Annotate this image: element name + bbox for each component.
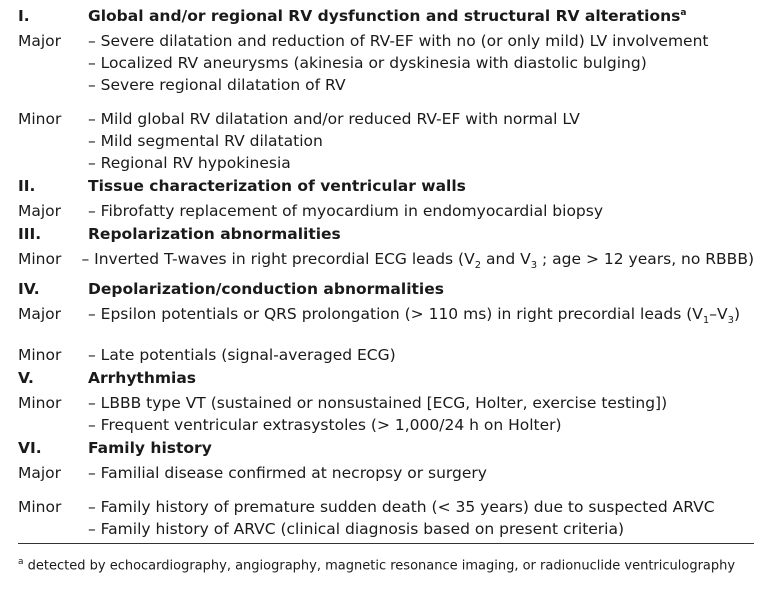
criterion-item: – Localized RV aneurysms (akinesia or dyskinesia with diastolic bulging) xyxy=(88,54,647,72)
group-spacer xyxy=(18,484,754,494)
criterion-level: Major xyxy=(18,202,62,220)
section-header xyxy=(18,277,754,301)
criterion-level: Minor xyxy=(18,110,62,128)
section-number: III. xyxy=(18,225,42,243)
section-number: VI. xyxy=(18,439,42,458)
criteria-group xyxy=(18,303,754,332)
criterion-item: – LBBB type VT (sustained or nonsustained [ECG, Holter, exercise testing]) xyxy=(88,394,668,413)
criterion-text: and V xyxy=(481,250,531,268)
criterion-text: – Inverted T-waves in right precordial ECG leads (V xyxy=(81,250,475,268)
section-number: IV. xyxy=(18,280,40,299)
section-title-text: Family history xyxy=(88,439,212,458)
criteria-list xyxy=(81,248,754,277)
criteria-list xyxy=(88,30,754,96)
footnote xyxy=(18,552,735,576)
criterion-item xyxy=(81,248,754,277)
section-title-text: Depolarization/conduction abnormalities xyxy=(88,280,444,299)
criteria-list xyxy=(88,108,754,174)
footnote-text: detected by echocardiography, angiography, magnetic resonance imaging, or radionuclide ventriculography xyxy=(23,558,736,574)
section-title xyxy=(88,369,196,387)
criterion-text: ; age > 12 years, no RBBB) xyxy=(537,250,754,268)
criterion-item: – Regional RV hypokinesia xyxy=(88,154,291,172)
footnote-marker: a xyxy=(18,557,24,567)
criterion-level: Major xyxy=(18,305,62,324)
section-number: V. xyxy=(18,369,34,388)
criterion-item xyxy=(88,303,754,332)
subscript: 1 xyxy=(702,315,710,327)
criterion-item: – Mild global RV dilatation and/or reduced RV-EF with normal LV xyxy=(88,110,580,128)
section-title xyxy=(88,177,466,195)
criteria-group xyxy=(18,496,754,540)
criterion-item: – Late potentials (signal-averaged ECG) xyxy=(88,346,396,365)
criterion-item: – Severe regional dilatation of RV xyxy=(88,76,346,94)
criterion-level: Minor xyxy=(18,250,62,268)
criterion-level: Minor xyxy=(18,394,62,413)
criterion-item: – Frequent ventricular extrasystoles (> 1,000/24 h on Holter) xyxy=(88,416,562,435)
section-header xyxy=(18,366,754,390)
group-spacer xyxy=(18,96,754,106)
criterion-item: – Fibrofatty replacement of myocardium in endomyocardial biopsy xyxy=(88,202,604,220)
criteria-list xyxy=(88,344,754,366)
criterion-item: – Severe dilatation and reduction of RV-EF with no (or only mild) LV involvement xyxy=(88,32,709,50)
criteria-group xyxy=(18,108,754,174)
subscript: 3 xyxy=(530,260,538,272)
criterion-level: Major xyxy=(18,464,62,483)
section-title xyxy=(88,225,341,243)
criterion-item: – Familial disease confirmed at necropsy or surgery xyxy=(88,464,487,483)
criteria-group xyxy=(18,30,754,96)
criterion-item: – Mild segmental RV dilatation xyxy=(88,132,323,150)
footnote-rule xyxy=(18,543,754,544)
criteria-group xyxy=(18,248,754,277)
criterion-level: Minor xyxy=(18,346,62,365)
subscript: 3 xyxy=(727,315,734,327)
criteria-list xyxy=(88,462,754,484)
section-header xyxy=(18,174,754,198)
criteria-group xyxy=(18,344,754,366)
section-header xyxy=(18,222,754,246)
criteria-group xyxy=(18,392,754,436)
section-title-text: Repolarization abnormalities xyxy=(88,225,341,243)
criteria-list xyxy=(88,392,754,436)
criteria-group xyxy=(18,200,754,222)
criteria-list xyxy=(88,200,754,222)
section-title-text: Arrhythmias xyxy=(88,369,197,388)
criteria-list xyxy=(88,496,754,540)
criterion-text: – Epsilon potentials or QRS prolongation (> 110 ms) in right precordial leads (V xyxy=(88,305,703,324)
section-number: II. xyxy=(18,177,36,195)
section-title-text: Tissue characterization of ventricular walls xyxy=(88,177,466,195)
criterion-item: – Family history of premature sudden death (< 35 years) due to suspected ARVC xyxy=(88,498,715,517)
criterion-text: ) xyxy=(733,305,741,324)
section-title xyxy=(88,439,212,457)
section-title-text: Global and/or regional RV dysfunction and structural RV alterations xyxy=(88,7,681,25)
subscript: 2 xyxy=(474,260,482,272)
section-title xyxy=(88,7,686,25)
section-header xyxy=(18,4,754,28)
footnote-marker: a xyxy=(680,7,687,18)
section-header xyxy=(18,436,754,460)
criterion-level: Major xyxy=(18,32,62,50)
section-title xyxy=(88,280,444,298)
criterion-item: – Family history of ARVC (clinical diagnosis based on present criteria) xyxy=(88,520,625,539)
group-spacer xyxy=(18,332,754,342)
section-number: I. xyxy=(18,7,30,25)
criterion-level: Minor xyxy=(18,498,62,517)
criteria-table xyxy=(18,4,754,540)
criteria-group xyxy=(18,462,754,484)
criterion-text: –V xyxy=(709,305,728,324)
criteria-list xyxy=(88,303,754,332)
